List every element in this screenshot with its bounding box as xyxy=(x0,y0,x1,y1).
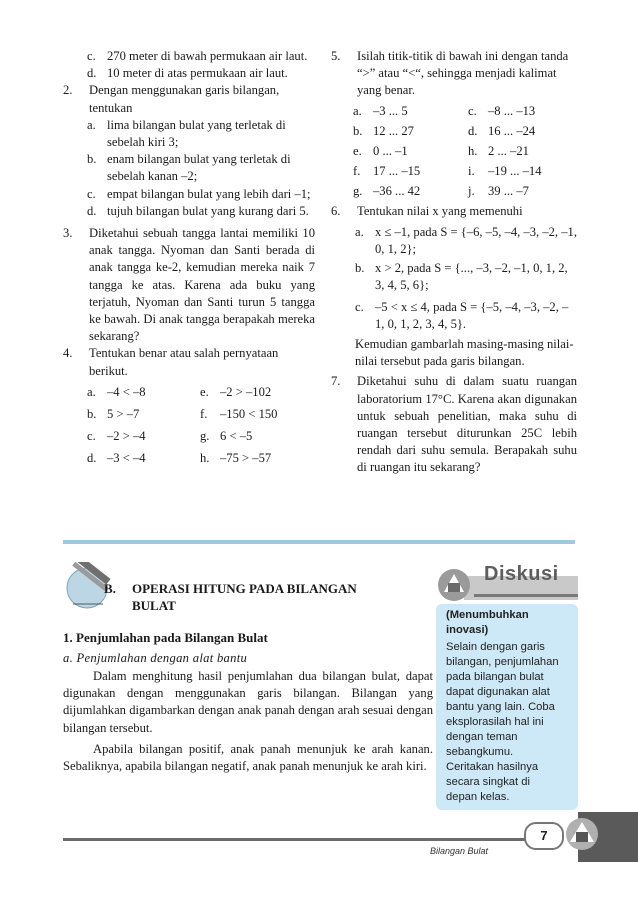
subsection-heading: 1. Penjumlahan pada Bilangan Bulat xyxy=(63,630,268,645)
question-text: Tentukan nilai x yang memenuhi xyxy=(357,203,523,218)
item-label: a. xyxy=(87,117,96,132)
grid-item xyxy=(353,103,468,120)
item-text: –150 < 150 xyxy=(220,407,278,422)
item-text: –4 < –8 xyxy=(107,384,146,399)
item-label: g. xyxy=(200,429,210,444)
section-letter: B. xyxy=(104,581,116,596)
question-text: Dengan menggunakan garis bilangan, tentukan xyxy=(89,83,280,115)
item-label: a. xyxy=(353,103,362,118)
question-text: Isilah titik-titik di bawah ini dengan tanda “>” atau “<“, sehingga menjadi kalimat yang benar. xyxy=(357,49,569,98)
question-6 xyxy=(331,203,577,220)
item-label: b. xyxy=(87,407,97,422)
item-text: 16 ... –24 xyxy=(488,123,536,138)
item-label: i. xyxy=(468,164,475,179)
item-text: –8 ... –13 xyxy=(488,103,536,118)
item-text: –3 ... 5 xyxy=(373,103,408,118)
section-title-line2: BULAT xyxy=(132,598,176,613)
grid-item xyxy=(87,406,200,423)
item-text: 10 meter di atas permukaan air laut. xyxy=(107,66,288,81)
section-divider xyxy=(63,540,575,544)
item-text: x ≤ –1, pada S = {–6, –5, –4, –3, –2, –1, 0, 1, 2}; xyxy=(375,224,577,257)
grid-item xyxy=(468,143,577,160)
page-number: 7 xyxy=(540,828,548,843)
grid-item xyxy=(87,384,200,401)
question-7 xyxy=(331,373,577,476)
list-item xyxy=(331,299,577,333)
item-label: f. xyxy=(353,164,361,179)
item-text: –75 > –57 xyxy=(220,451,272,466)
question-2 xyxy=(63,82,315,116)
item-text: empat bilangan bulat yang lebih dari –1; xyxy=(107,186,311,201)
footer-logo xyxy=(560,816,604,857)
list-item xyxy=(331,224,577,258)
question-text: Tentukan benar atau salah pernyataan berikut. xyxy=(89,346,279,378)
body-paragraph: Dalam menghitung hasil penjumlahan dua bilangan bulat, dapat digunakan dengan menggunakan garis bilangan. Bilangan yang dijumlahkan digambarkan dengan anak panah dengan arah sesuai dengan bilangan tersebut. xyxy=(63,669,433,735)
item-label: c. xyxy=(87,49,96,63)
grid-item xyxy=(200,450,315,467)
item-label: c. xyxy=(87,429,96,444)
question-number: 2. xyxy=(63,83,73,98)
grid-item xyxy=(87,450,200,467)
item-label: b. xyxy=(87,152,97,167)
item-label: c. xyxy=(87,186,96,201)
question-3 xyxy=(63,225,315,345)
item-label: a. xyxy=(87,384,96,399)
diskusi-heading: (Menumbuhkan inovasi) xyxy=(446,609,529,636)
grid-item xyxy=(200,428,315,445)
question-number: 6. xyxy=(331,203,341,218)
item-text: 270 meter di bawah permukaan air laut. xyxy=(107,49,308,63)
item-text: –2 > –4 xyxy=(107,429,146,444)
item-text: tujuh bilangan bulat yang kurang dari 5. xyxy=(107,203,309,218)
item-label: g. xyxy=(353,184,363,199)
question-number: 3. xyxy=(63,226,73,241)
item-text: –2 > –102 xyxy=(220,384,272,399)
item-text: 2 ... –21 xyxy=(488,144,529,159)
item-label: b. xyxy=(353,123,363,138)
item-label: d. xyxy=(87,203,97,218)
grid-item xyxy=(353,143,468,160)
grid-item xyxy=(468,103,577,120)
grid-item xyxy=(468,183,577,200)
grid-item xyxy=(468,163,577,180)
item-label: e. xyxy=(353,144,362,159)
diskusi-box xyxy=(436,604,578,810)
question-number: 4. xyxy=(63,346,73,361)
footer-chapter: Bilangan Bulat xyxy=(430,846,489,856)
footer-rule xyxy=(63,838,525,841)
question-text: Diketahui sebuah tangga lantai memiliki 10 anak tangga. Nyoman dan Santi berada di anak tangga ke-2, kemudian mereka naik 7 tangga ke atas. Karena ada buku yang terjatuh, Nyoman dan Santi turun 5 tangga ke bawah. Di anak tangga berapakah mereka sekarang? xyxy=(89,226,315,344)
item-text: 17 ... –15 xyxy=(373,164,421,179)
grid-item xyxy=(200,384,315,401)
item-label: j. xyxy=(468,184,475,199)
item-text: 5 > –7 xyxy=(107,407,140,422)
item-label: e. xyxy=(200,384,209,399)
item-label: h. xyxy=(200,451,210,466)
item-text: x > 2, pada S = {..., –3, –2, –1, 0, 1, 2, 3, 4, 5, 6}; xyxy=(375,261,568,293)
item-text: –5 < x ≤ 4, pada S = {–5, –4, –3, –2, –1, 0, 1, 2, 3, 4, 5}. xyxy=(375,299,569,331)
item-label: b. xyxy=(355,261,365,276)
item-text: lima bilangan bulat yang terletak di sebelah kiri 3; xyxy=(107,117,286,150)
section-title-line1: OPERASI HITUNG PADA BILANGAN xyxy=(132,581,357,596)
list-item xyxy=(331,260,577,294)
grid-item xyxy=(468,123,577,140)
scale-icon xyxy=(560,816,604,852)
right-column xyxy=(331,48,577,477)
item-label: a. xyxy=(355,224,364,239)
item-text: –19 ... –14 xyxy=(488,164,542,179)
grid-item xyxy=(353,163,468,180)
question-5 xyxy=(331,48,577,100)
question-number: 5. xyxy=(331,49,341,63)
diskusi-label: Diskusi xyxy=(484,563,559,585)
statement-grid xyxy=(87,384,315,468)
left-column xyxy=(63,48,315,468)
list-item xyxy=(63,186,315,203)
item-text: 6 < –5 xyxy=(220,429,253,444)
comparison-grid xyxy=(353,103,577,201)
item-label: d. xyxy=(87,451,97,466)
item-label: d. xyxy=(468,123,478,138)
list-item xyxy=(63,117,315,151)
question-number: 7. xyxy=(331,374,341,389)
question-closing: Kemudian gambarlah masing-masing nilai-nilai tersebut pada garis bilangan. xyxy=(355,337,574,369)
list-item xyxy=(63,65,315,82)
body-paragraph: Apabila bilangan positif, anak panah menunjuk ke arah kanan. Sebaliknya, apabila bilangan negatif, anak panah menunjuk ke arah kiri. xyxy=(63,742,433,774)
list-item xyxy=(63,48,315,65)
list-item xyxy=(63,151,315,185)
question-4 xyxy=(63,345,315,379)
item-label: d. xyxy=(87,66,97,81)
grid-item xyxy=(353,183,468,200)
item-text: –3 < –4 xyxy=(107,451,146,466)
grid-item xyxy=(200,406,315,423)
item-text: –36 ... 42 xyxy=(373,184,421,199)
subsubsection-heading: a. Penjumlahan dengan alat bantu xyxy=(63,651,248,665)
diskusi-text: Selain dengan garis bilangan, penjumlahan pada bilangan bulat dapat digunakan alat bantu yang lain. Coba eksplorasilah hal ini dengan teman sebangkumu. Ceritakan hasilnya secara singkat di depan kelas. xyxy=(446,641,559,803)
page-number-badge xyxy=(524,822,564,850)
item-label: h. xyxy=(468,144,478,159)
diskusi-badge xyxy=(436,563,578,604)
grid-item xyxy=(87,428,200,445)
item-text: 12 ... 27 xyxy=(373,123,414,138)
question-text: Diketahui suhu di dalam suatu ruangan laboratorium 17°C. Karena akan digunakan untuk sebuah penelitian, maka suhu di ruangan tersebut diturunkan 25C lebih rendah dari suhu semula. Berapakah suhu di ruangan itu sekarang? xyxy=(357,374,577,475)
item-text: 0 ... –1 xyxy=(373,144,408,159)
item-label: c. xyxy=(468,103,477,118)
item-label: c. xyxy=(355,299,364,314)
list-item xyxy=(63,203,315,220)
item-text: 39 ... –7 xyxy=(488,184,529,199)
grid-item xyxy=(353,123,468,140)
item-label: f. xyxy=(200,407,208,422)
item-text: enam bilangan bulat yang terletak di sebelah kanan –2; xyxy=(107,152,291,184)
